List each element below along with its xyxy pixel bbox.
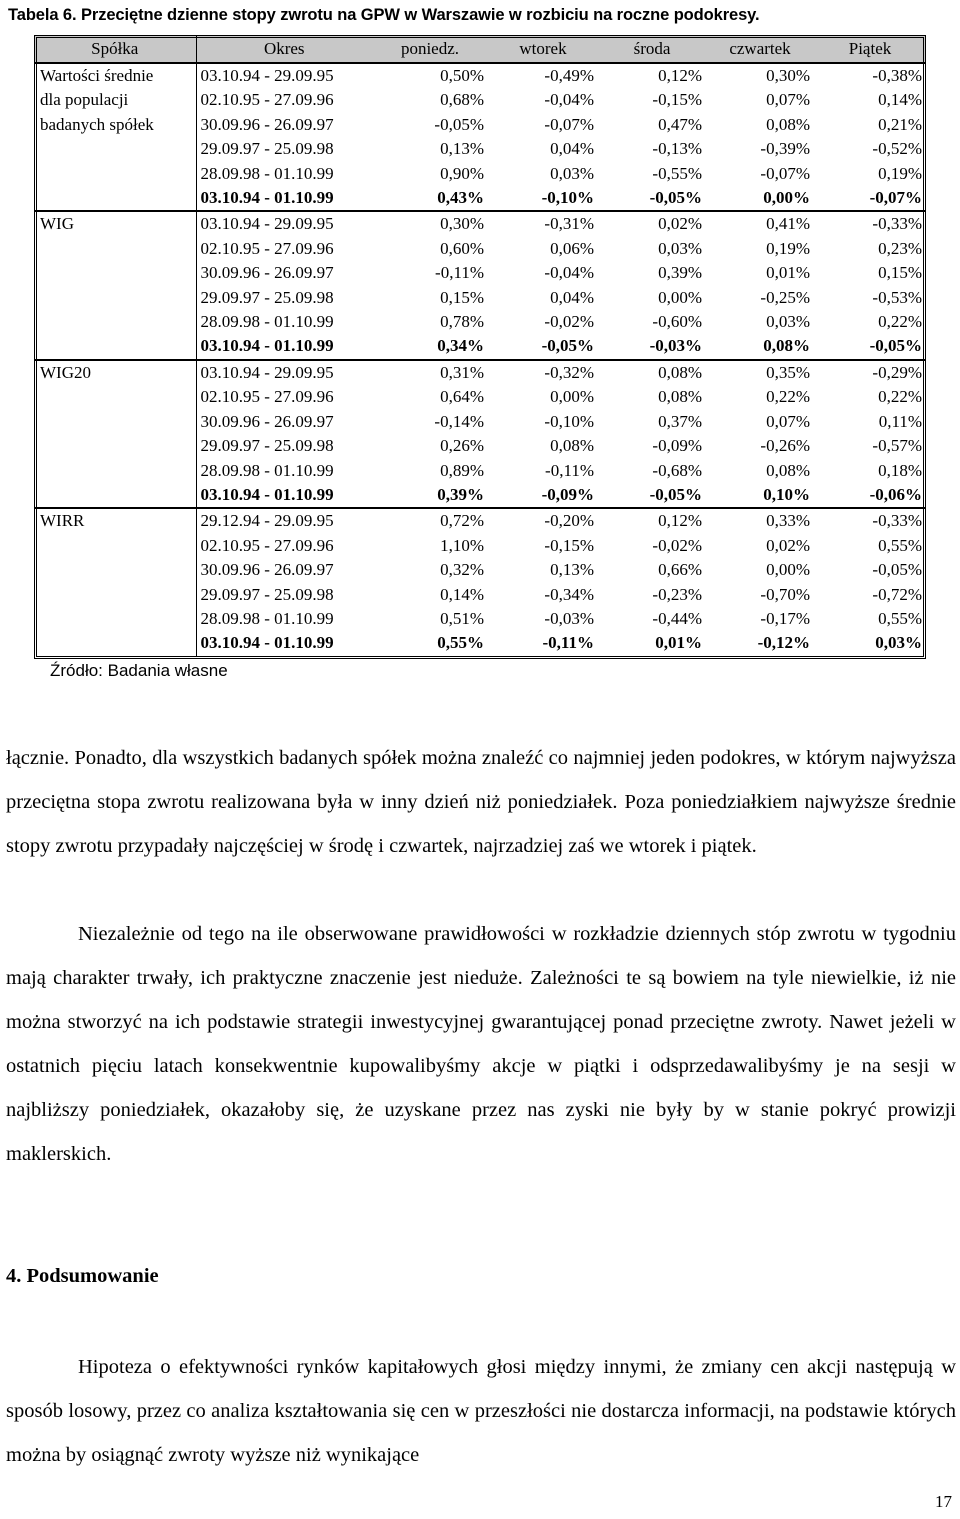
return-cell: 1,10% xyxy=(440,535,484,555)
table-source: Źródło: Badania własne xyxy=(50,661,228,680)
return-cell: -0,07% xyxy=(814,186,926,211)
return-cell: 0,22% xyxy=(766,387,810,407)
return-cell: -0,29% xyxy=(872,362,922,382)
return-cell: 0,03% xyxy=(875,633,922,653)
return-cell: -0,55% xyxy=(652,163,702,183)
return-cell: 0,90% xyxy=(440,163,484,183)
return-cell: 0,51% xyxy=(440,608,484,628)
return-cell: -0,70% xyxy=(760,584,810,604)
return-cell: 0,00% xyxy=(658,287,702,307)
period-cell: 30.09.96 - 26.09.97 xyxy=(200,114,334,134)
return-cell: 0,89% xyxy=(440,460,484,480)
return-cell: 0,60% xyxy=(440,238,484,258)
return-cell: -0,11% xyxy=(435,263,484,283)
return-cell: -0,02% xyxy=(652,535,702,555)
return-cell: 0,66% xyxy=(658,560,702,580)
return-cell: -0,68% xyxy=(652,460,702,480)
return-cell: 0,08% xyxy=(766,460,810,480)
return-cell: -0,10% xyxy=(488,186,598,211)
period-cell: 28.09.98 - 01.10.99 xyxy=(200,608,334,628)
period-cell: 29.09.97 - 25.09.98 xyxy=(200,436,334,456)
return-cell: 0,02% xyxy=(658,214,702,234)
header-thursday: czwartek xyxy=(706,35,814,63)
return-cell: 0,55% xyxy=(878,535,922,555)
period-cell: 29.09.97 - 25.09.98 xyxy=(200,584,334,604)
return-cell: -0,04% xyxy=(544,263,594,283)
period-cell: 29.09.97 - 25.09.98 xyxy=(200,287,334,307)
return-cell: -0,25% xyxy=(760,287,810,307)
return-cell: -0,33% xyxy=(872,511,922,531)
return-cell: 0,26% xyxy=(440,436,484,456)
return-cell: 0,13% xyxy=(440,139,484,159)
period-cell: 30.09.96 - 26.09.97 xyxy=(200,263,334,283)
period-cell: 03.10.94 - 01.10.99 xyxy=(196,334,372,359)
group-label: WIG20 xyxy=(34,360,196,385)
return-cell: -0,52% xyxy=(872,139,922,159)
group-label: badanych spółek xyxy=(34,113,196,137)
paragraph-continued: łącznie. Ponadto, dla wszystkich badanych spółek można znaleźć co najmniej jeden podokres, w którym najwyższa przeciętna stopa zwrotu realizowana była w inny dzień niż poniedziałek. Poza poniedziałkiem najwyższe średnie stopy zwrotu przypadały najczęściej w środę i czwartek, najrzadziej zaś we wtorek i piątek. xyxy=(6,747,956,857)
return-cell: -0,05% xyxy=(598,483,706,508)
return-cell: 0,33% xyxy=(766,511,810,531)
return-cell: -0,72% xyxy=(872,584,922,604)
period-cell: 29.09.97 - 25.09.98 xyxy=(200,139,334,159)
return-cell: 0,37% xyxy=(658,411,702,431)
header-wednesday: środa xyxy=(598,35,706,63)
return-cell: 0,31% xyxy=(440,362,484,382)
period-cell: 02.10.95 - 27.09.96 xyxy=(200,90,334,110)
return-cell: 0,03% xyxy=(658,238,702,258)
return-cell: -0,57% xyxy=(872,436,922,456)
return-cell: 0,04% xyxy=(550,287,594,307)
return-cell: 0,11% xyxy=(878,411,922,431)
return-cell: 0,39% xyxy=(658,263,702,283)
return-cell: 0,78% xyxy=(440,312,484,332)
return-cell: 0,15% xyxy=(878,263,922,283)
return-cell: 0,22% xyxy=(878,387,922,407)
return-cell: -0,02% xyxy=(544,312,594,332)
return-cell: 0,10% xyxy=(706,483,814,508)
return-cell: 0,50% xyxy=(440,66,484,85)
return-cell: -0,07% xyxy=(760,163,810,183)
return-cell: -0,07% xyxy=(544,114,594,134)
return-cell: 0,00% xyxy=(766,560,810,580)
return-cell: -0,05% xyxy=(488,334,598,359)
return-cell: -0,20% xyxy=(544,511,594,531)
return-cell: 0,64% xyxy=(440,387,484,407)
return-cell: 0,08% xyxy=(658,387,702,407)
return-cell: 0,12% xyxy=(658,66,702,85)
return-cell: 0,12% xyxy=(658,511,702,531)
return-cell: -0,05% xyxy=(434,114,484,134)
return-cell: 0,01% xyxy=(655,633,702,653)
group-label: Wartości średnie xyxy=(34,63,196,88)
return-cell: -0,44% xyxy=(652,608,702,628)
period-cell: 03.10.94 - 01.10.99 xyxy=(196,186,372,211)
return-cell: -0,39% xyxy=(760,139,810,159)
period-cell: 02.10.95 - 27.09.96 xyxy=(200,387,334,407)
return-cell: 0,30% xyxy=(766,66,810,85)
period-cell: 28.09.98 - 01.10.99 xyxy=(200,312,334,332)
return-cell: -0,05% xyxy=(814,334,926,359)
header-tuesday: wtorek xyxy=(488,35,598,63)
return-cell: 0,13% xyxy=(550,560,594,580)
return-cell: -0,26% xyxy=(760,436,810,456)
period-cell: 03.10.94 - 29.09.95 xyxy=(200,214,334,234)
return-cell: -0,04% xyxy=(544,90,594,110)
period-cell: 29.12.94 - 29.09.95 xyxy=(200,511,334,531)
return-cell: 0,23% xyxy=(878,238,922,258)
return-cell: -0,15% xyxy=(544,535,594,555)
return-cell: 0,00% xyxy=(706,186,814,211)
return-cell: 0,43% xyxy=(372,186,488,211)
return-cell: 0,22% xyxy=(878,312,922,332)
return-cell: -0,32% xyxy=(544,362,594,382)
return-cell: 0,14% xyxy=(878,90,922,110)
return-cell: -0,11% xyxy=(545,460,594,480)
return-cell: 0,32% xyxy=(440,560,484,580)
return-cell: -0,13% xyxy=(652,139,702,159)
period-cell: 30.09.96 - 26.09.97 xyxy=(200,560,334,580)
return-cell: -0,49% xyxy=(544,66,594,85)
period-cell: 03.10.94 - 01.10.99 xyxy=(196,483,372,508)
paragraph-conclusion: Niezależnie od tego na ile obserwowane prawidłowości w rozkładzie dziennych stóp zwrotu w tygodniu mają charakter trwały, ich praktyczne znaczenie jest nieduże. Zależności te są bowiem na tyle niewielkie, iż nie można stworzyć na ich podstawie strategii inwestycyjnej gwarantującej ponad przeciętne zwroty. Nawet jeżeli w ostatnich pięciu latach konsekwentnie kupowalibyśmy akcje w piątki i odsprzedawalibyśmy je na sesji w najbliższy poniedziałek, okazałoby się, że uzyskane przez nas zyski nie były by w stanie pokryć prowizji maklerskich. xyxy=(6,923,956,1165)
group-label: WIRR xyxy=(34,508,196,533)
return-cell: 0,68% xyxy=(440,90,484,110)
return-cell: 0,08% xyxy=(658,362,702,382)
return-cell: -0,05% xyxy=(872,560,922,580)
return-cell: 0,55% xyxy=(437,633,484,653)
group-label: WIG xyxy=(34,211,196,236)
return-cell: -0,09% xyxy=(488,483,598,508)
return-cell: 0,15% xyxy=(440,287,484,307)
return-cell: -0,14% xyxy=(434,411,484,431)
return-cell: -0,34% xyxy=(544,584,594,604)
return-cell: 0,07% xyxy=(766,90,810,110)
return-cell: -0,23% xyxy=(652,584,702,604)
return-cell: 0,06% xyxy=(550,238,594,258)
return-cell: 0,55% xyxy=(878,608,922,628)
group-label: dla populacji xyxy=(34,88,196,112)
return-cell: 0,07% xyxy=(766,411,810,431)
return-cell: -0,03% xyxy=(598,334,706,359)
return-cell: 0,08% xyxy=(766,114,810,134)
return-cell: 0,19% xyxy=(878,163,922,183)
return-cell: 0,08% xyxy=(550,436,594,456)
period-cell: 28.09.98 - 01.10.99 xyxy=(200,460,334,480)
table-caption: Tabela 6. Przeciętne dzienne stopy zwrotu na GPW w Warszawie w rozbiciu na roczne podokresy. xyxy=(8,6,760,24)
return-cell: 0,34% xyxy=(372,334,488,359)
period-cell: 03.10.94 - 29.09.95 xyxy=(200,66,334,85)
return-cell: 0,01% xyxy=(766,263,810,283)
return-cell: -0,33% xyxy=(872,214,922,234)
return-cell: -0,60% xyxy=(652,312,702,332)
return-cell: 0,47% xyxy=(658,114,702,134)
return-cell: 0,30% xyxy=(440,214,484,234)
return-cell: 0,39% xyxy=(372,483,488,508)
return-cell: 0,00% xyxy=(550,387,594,407)
section-heading: 4. Podsumowanie xyxy=(6,1265,159,1287)
return-cell: -0,03% xyxy=(544,608,594,628)
return-cell: -0,38% xyxy=(872,66,922,85)
header-period: Okres xyxy=(196,35,372,63)
return-cell: -0,11% xyxy=(542,633,594,653)
return-cell: 0,41% xyxy=(766,214,810,234)
header-company: Spółka xyxy=(34,35,196,63)
return-cell: 0,02% xyxy=(766,535,810,555)
return-cell: 0,72% xyxy=(440,511,484,531)
return-cell: 0,18% xyxy=(878,460,922,480)
header-monday: poniedz. xyxy=(372,35,488,63)
return-cell: -0,05% xyxy=(598,186,706,211)
header-friday: Piątek xyxy=(814,35,926,63)
table-frame xyxy=(34,35,926,659)
period-cell: 03.10.94 - 29.09.95 xyxy=(200,362,334,382)
return-cell: 0,14% xyxy=(440,584,484,604)
return-cell: -0,09% xyxy=(652,436,702,456)
return-cell: -0,12% xyxy=(757,633,810,653)
return-cell: 0,08% xyxy=(706,334,814,359)
return-cell: 0,03% xyxy=(766,312,810,332)
return-cell: 0,04% xyxy=(550,139,594,159)
period-cell: 02.10.95 - 27.09.96 xyxy=(200,238,334,258)
return-cell: -0,31% xyxy=(544,214,594,234)
period-cell: 30.09.96 - 26.09.97 xyxy=(200,411,334,431)
return-cell: -0,06% xyxy=(814,483,926,508)
page-number: 17 xyxy=(935,1492,952,1511)
return-cell: -0,10% xyxy=(544,411,594,431)
return-cell: -0,17% xyxy=(760,608,810,628)
period-cell: 03.10.94 - 01.10.99 xyxy=(200,633,334,653)
return-cell: 0,19% xyxy=(766,238,810,258)
return-cell: 0,35% xyxy=(766,362,810,382)
paragraph-summary: Hipoteza o efektywności rynków kapitałowych głosi między innymi, że zmiany cen akcji następują w sposób losowy, przez co analiza kształtowania się cen w przeszłości nie dostarcza informacji, na podstawie których można by osiągnąć zwroty wyższe niż wynikające xyxy=(6,1356,956,1466)
return-cell: -0,53% xyxy=(872,287,922,307)
return-cell: 0,03% xyxy=(550,163,594,183)
return-cell: 0,21% xyxy=(878,114,922,134)
return-cell: -0,15% xyxy=(652,90,702,110)
period-cell: 28.09.98 - 01.10.99 xyxy=(200,163,334,183)
period-cell: 02.10.95 - 27.09.96 xyxy=(200,535,334,555)
